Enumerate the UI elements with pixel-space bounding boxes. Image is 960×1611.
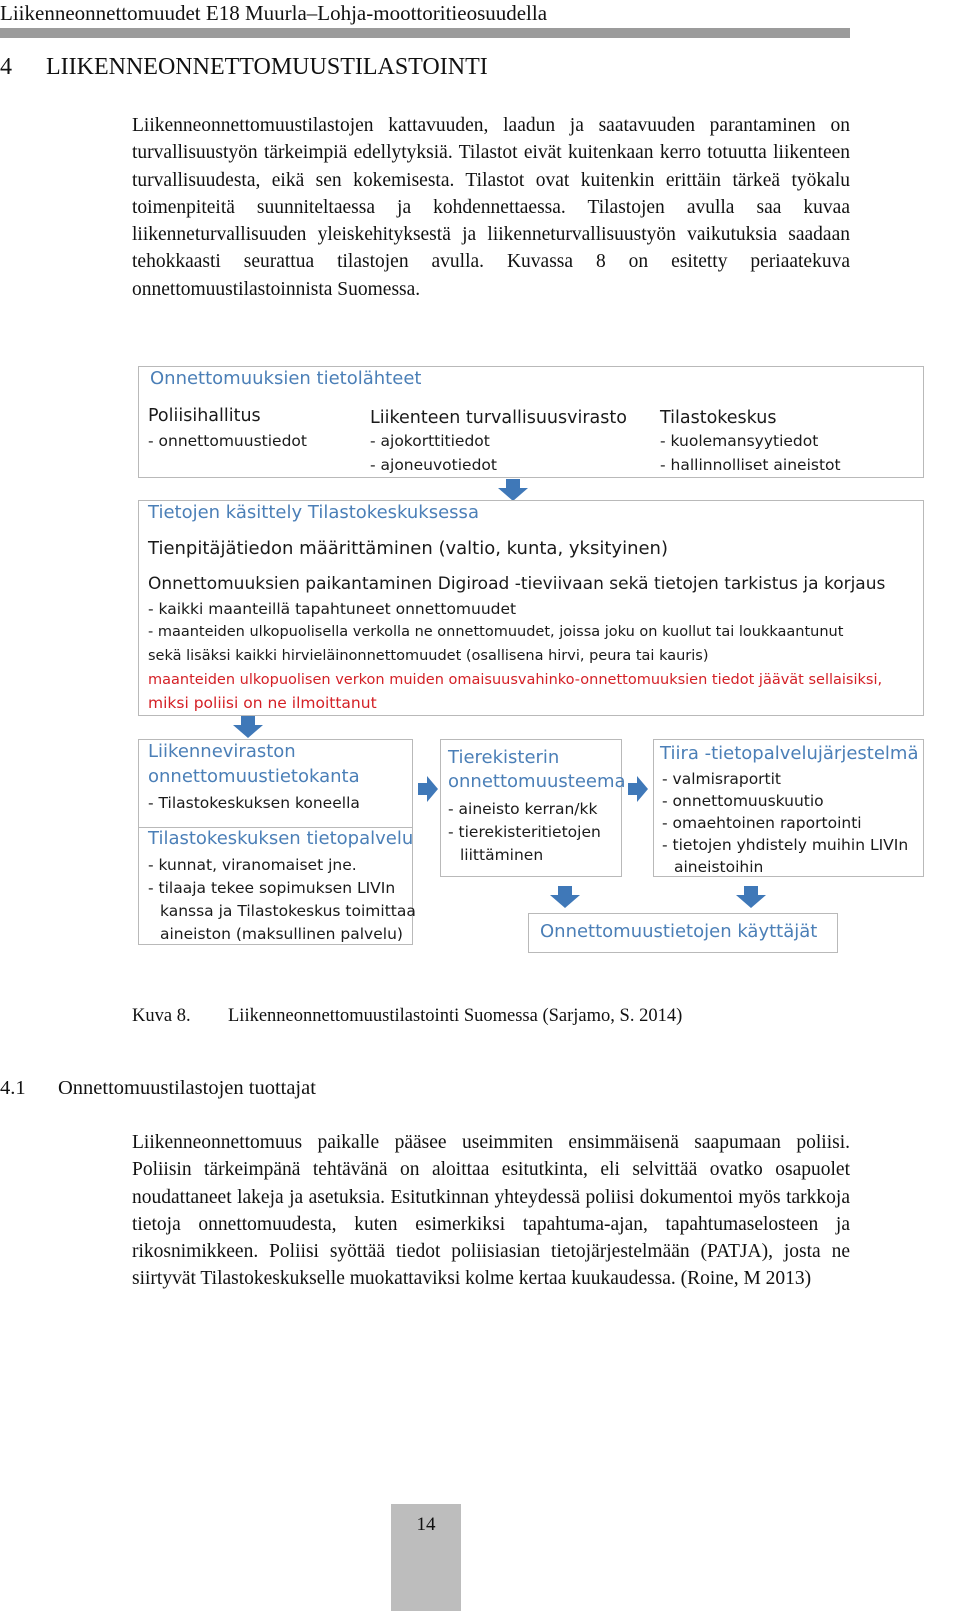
arrow-down-icon: [550, 886, 580, 908]
paragraph-intro: Liikenneonnettomuustilastojen kattavuuden, laadun ja saatavuuden parantaminen on turvallisuustyön tärkeimpiä edellytyksiä. Tilastot eivät kuitenkaan kerro totuutta liikenteen turvallisuudesta, eikä sen kokemisesta. Tilastot ovat kuitenkin erittäin tärkeä työkalu toimenpiteitä suunniteltaessa ja kohdennettaessa. Tilastojen avulla saa kuvaa liikenneturvallisuuden yleiskehityksestä ja liikenneturvallisuustyön vaikutuksia saadaan tehokkaasti seurattua tilastojen avulla. Kuvassa 8 on esitetty periaatekuva onnettomuustilastoinnista Suomessa.: [132, 115, 850, 300]
tierekisteri-title: Tierekisterin: [448, 747, 560, 768]
page-number-box: [391, 1504, 461, 1611]
chapter-heading: [0, 54, 488, 81]
livi-item: - Tilastokeskuksen koneella: [148, 794, 360, 812]
source-tilastokeskus: Tilastokeskus: [660, 408, 777, 428]
tierekisteri-title: onnettomuusteema: [448, 771, 626, 792]
tiira-item: aineistoihin: [674, 858, 764, 876]
header-rule: [0, 28, 850, 38]
chapter-number: 4: [0, 54, 12, 80]
tiira-item: - tietojen yhdistely muihin LIVIn: [662, 836, 909, 854]
processing-red-item: miksi poliisi on ne ilmoittanut: [148, 694, 377, 712]
tk-service-item: aineiston (maksullinen palvelu): [160, 925, 403, 943]
arrow-down-icon: [736, 886, 766, 908]
section-number: 4.1: [0, 1077, 26, 1099]
paragraph-producers: Liikenneonnettomuus paikalle pääsee useimmiten ensimmäisenä saapumaan poliisi. Poliisin tärkeimpänä tehtävänä on aloittaa esitutkinta, eli selvittää ovatko osapuolet noudattaneet lakeja ja asetuksia. Esitutkinnan yhteydessä poliisi dokumentoi myös tarkkoja tietoja onnettomuudesta, kuten esimerkiksi tapahtuma-ajan, tapahtumaselosteen ja rikosnimikkeen. Poliisi syöttää tiedot poliisiasian tietojärjestelmään (PATJA), josta ne siirtyvät Tilastokeskukselle muokattaviksi kolme kertaa kuukaudessa. (Roine, M 2013): [132, 1132, 850, 1290]
tierekisteri-item: - aineisto kerran/kk: [448, 800, 598, 818]
source-trafi: Liikenteen turvallisuusvirasto: [370, 408, 627, 428]
section-heading: [0, 1077, 316, 1100]
source-item: - ajokorttitiedot: [370, 432, 490, 450]
processing-title: Tietojen käsittely Tilastokeskuksessa: [148, 502, 479, 523]
caption-text: Liikenneonnettomuustilastointi Suomessa (Sarjamo, S. 2014): [228, 1006, 683, 1026]
source-poliisihallitus: Poliisihallitus: [148, 406, 261, 426]
tierekisteri-item: liittäminen: [460, 846, 544, 864]
processing-line: Tienpitäjätiedon määrittäminen (valtio, kunta, yksityinen): [148, 538, 668, 559]
page-number: 14: [416, 1514, 436, 1535]
figure-caption: [132, 1006, 682, 1027]
users-title: Onnettomuustietojen käyttäjät: [540, 921, 818, 942]
source-item: - ajoneuvotiedot: [370, 456, 497, 474]
arrow-right-icon: [418, 776, 438, 802]
section-title: Onnettomuustilastojen tuottajat: [58, 1077, 316, 1099]
processing-item: sekä lisäksi kaikki hirvieläinonnettomuudet (osallisena hirvi, peura tai kauris): [148, 648, 709, 664]
tk-service-item: - kunnat, viranomaiset jne.: [148, 856, 357, 874]
tierekisteri-item: - tierekisteritietojen: [448, 823, 601, 841]
arrow-down-icon: [233, 716, 263, 738]
statistics-flow-diagram: [138, 366, 952, 976]
livi-title: onnettomuustietokanta: [148, 766, 360, 787]
caption-label: Kuva 8.: [132, 1006, 191, 1026]
processing-line: Onnettomuuksien paikantaminen Digiroad -tieviivaan sekä tietojen tarkistus ja korjaus: [148, 574, 886, 594]
tiira-item: - omaehtoinen raportointi: [662, 814, 862, 832]
arrow-down-icon: [498, 479, 528, 501]
chapter-title: LIIKENNEONNETTOMUUSTILASTOINTI: [46, 54, 488, 80]
sources-title: Onnettomuuksien tietolähteet: [150, 368, 422, 389]
arrow-right-icon: [628, 776, 648, 802]
processing-red-item: maanteiden ulkopuolisen verkon muiden omaisuusvahinko-onnettomuuksien tiedot jäävät sellaisiksi,: [148, 672, 883, 688]
tiira-item: - valmisraportit: [662, 770, 782, 788]
tiira-item: - onnettomuuskuutio: [662, 792, 824, 810]
running-header: Liikenneonnettomuudet E18 Muurla–Lohja-moottoritieosuudella: [0, 1, 548, 25]
tk-service-item: - tilaaja tekee sopimuksen LIVIn: [148, 879, 396, 897]
source-item: - kuolemansyytiedot: [660, 432, 819, 450]
livi-title: Liikenneviraston: [148, 741, 296, 762]
tiira-title: Tiira -tietopalvelujärjestelmä: [660, 743, 919, 764]
source-item: - hallinnolliset aineistot: [660, 456, 841, 474]
processing-item: - maanteiden ulkopuolisella verkolla ne onnettomuudet, joissa joku on kuollut tai loukkaantunut: [148, 624, 844, 640]
processing-item: - kaikki maanteillä tapahtuneet onnettomuudet: [148, 600, 517, 618]
tk-service-item: kanssa ja Tilastokeskus toimittaa: [160, 902, 416, 920]
tk-service-title: Tilastokeskuksen tietopalvelu: [148, 828, 414, 849]
source-item: - onnettomuustiedot: [148, 432, 307, 450]
